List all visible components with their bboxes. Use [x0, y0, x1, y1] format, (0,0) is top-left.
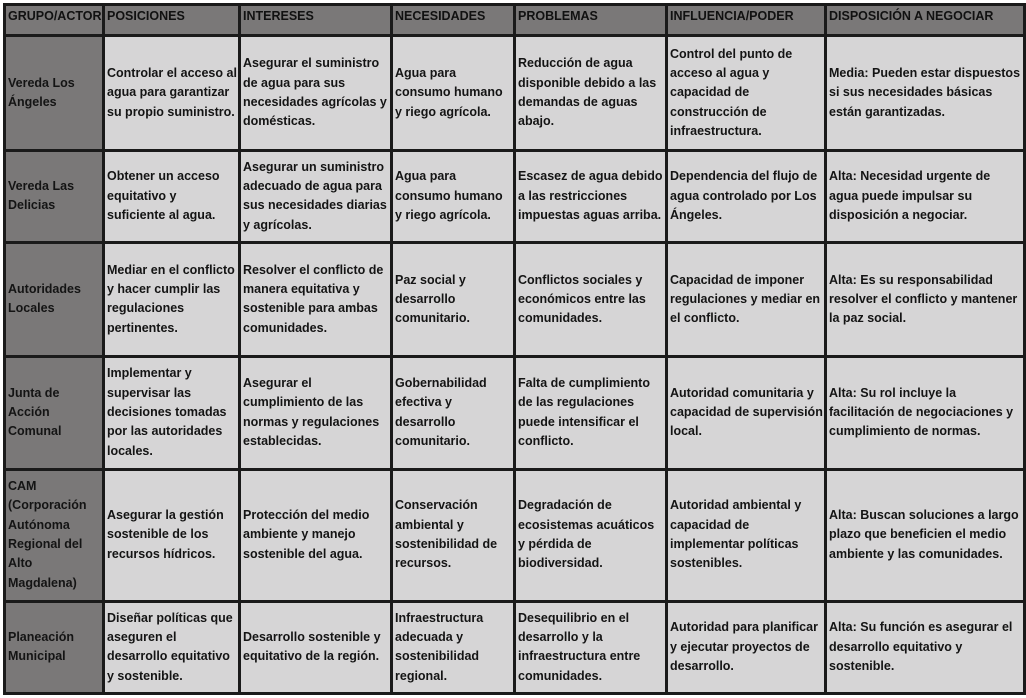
header-disposicion-negociar: DISPOSICIÓN A NEGOCIAR — [827, 6, 1023, 34]
intereses-cell: Asegurar el suministro de agua para sus necesidades agrícolas y domésticas. — [241, 37, 390, 149]
problemas-cell: Conflictos sociales y económicos entre las comunidades. — [516, 244, 665, 355]
disposicion-cell: Alta: Su función es asegurar el desarrollo equitativo y sostenible. — [827, 603, 1023, 692]
disposicion-cell: Media: Pueden estar dispuestos si sus necesidades básicas están garantizadas. — [827, 37, 1023, 149]
table-header — [6, 6, 1023, 34]
actor-cell: Junta de Acción Comunal — [6, 358, 102, 468]
header-grupo-actor: GRUPO/ACTOR — [6, 6, 102, 34]
table-row — [6, 152, 1023, 241]
problemas-cell: Falta de cumplimiento de las regulaciones puede intensificar el conflicto. — [516, 358, 665, 468]
problemas-cell: Desequilibrio en el desarrollo y la infraestructura entre comunidades. — [516, 603, 665, 692]
header-necesidades: NECESIDADES — [393, 6, 513, 34]
actor-cell: Planeación Municipal — [6, 603, 102, 692]
header-row — [6, 6, 1023, 34]
posiciones-cell: Diseñar políticas que aseguren el desarrollo equitativo y sostenible. — [105, 603, 238, 692]
table-row — [6, 244, 1023, 355]
table-row — [6, 37, 1023, 149]
stakeholder-analysis-table — [3, 3, 1026, 695]
intereses-cell: Desarrollo sostenible y equitativo de la región. — [241, 603, 390, 692]
problemas-cell: Reducción de agua disponible debido a las demandas de aguas abajo. — [516, 37, 665, 149]
disposicion-cell: Alta: Necesidad urgente de agua puede impulsar su disposición a negociar. — [827, 152, 1023, 241]
influencia-cell: Autoridad ambiental y capacidad de implementar políticas sostenibles. — [668, 471, 824, 600]
problemas-cell: Degradación de ecosistemas acuáticos y pérdida de biodiversidad. — [516, 471, 665, 600]
necesidades-cell: Agua para consumo humano y riego agrícola. — [393, 37, 513, 149]
necesidades-cell: Conservación ambiental y sostenibilidad de recursos. — [393, 471, 513, 600]
actor-cell: Vereda Las Delicias — [6, 152, 102, 241]
table-body — [6, 37, 1023, 692]
disposicion-cell: Alta: Es su responsabilidad resolver el conflicto y mantener la paz social. — [827, 244, 1023, 355]
table-row — [6, 471, 1023, 600]
actor-cell: Autoridades Locales — [6, 244, 102, 355]
problemas-cell: Escasez de agua debido a las restricciones impuestas aguas arriba. — [516, 152, 665, 241]
influencia-cell: Autoridad comunitaria y capacidad de supervisión local. — [668, 358, 824, 468]
posiciones-cell: Implementar y supervisar las decisiones tomadas por las autoridades locales. — [105, 358, 238, 468]
necesidades-cell: Infraestructura adecuada y sostenibilidad regional. — [393, 603, 513, 692]
posiciones-cell: Obtener un acceso equitativo y suficiente al agua. — [105, 152, 238, 241]
influencia-cell: Capacidad de imponer regulaciones y mediar en el conflicto. — [668, 244, 824, 355]
posiciones-cell: Controlar el acceso al agua para garantizar su propio suministro. — [105, 37, 238, 149]
actor-cell: Vereda Los Ángeles — [6, 37, 102, 149]
necesidades-cell: Paz social y desarrollo comunitario. — [393, 244, 513, 355]
table-row — [6, 358, 1023, 468]
intereses-cell: Asegurar un suministro adecuado de agua para sus necesidades diarias y agrícolas. — [241, 152, 390, 241]
influencia-cell: Control del punto de acceso al agua y capacidad de construcción de infraestructura. — [668, 37, 824, 149]
header-problemas: PROBLEMAS — [516, 6, 665, 34]
header-influencia-poder: INFLUENCIA/PODER — [668, 6, 824, 34]
posiciones-cell: Mediar en el conflicto y hacer cumplir las regulaciones pertinentes. — [105, 244, 238, 355]
intereses-cell: Asegurar el cumplimiento de las normas y regulaciones establecidas. — [241, 358, 390, 468]
necesidades-cell: Agua para consumo humano y riego agrícola. — [393, 152, 513, 241]
header-posiciones: POSICIONES — [105, 6, 238, 34]
influencia-cell: Autoridad para planificar y ejecutar proyectos de desarrollo. — [668, 603, 824, 692]
posiciones-cell: Asegurar la gestión sostenible de los recursos hídricos. — [105, 471, 238, 600]
influencia-cell: Dependencia del flujo de agua controlado por Los Ángeles. — [668, 152, 824, 241]
intereses-cell: Protección del medio ambiente y manejo sostenible del agua. — [241, 471, 390, 600]
table-row — [6, 603, 1023, 692]
intereses-cell: Resolver el conflicto de manera equitativa y sostenible para ambas comunidades. — [241, 244, 390, 355]
disposicion-cell: Alta: Su rol incluye la facilitación de negociaciones y cumplimiento de normas. — [827, 358, 1023, 468]
header-intereses: INTERESES — [241, 6, 390, 34]
actor-cell: CAM (Corporación Autónoma Regional del Alto Magdalena) — [6, 471, 102, 600]
necesidades-cell: Gobernabilidad efectiva y desarrollo comunitario. — [393, 358, 513, 468]
disposicion-cell: Alta: Buscan soluciones a largo plazo que beneficien el medio ambiente y las comunidades. — [827, 471, 1023, 600]
